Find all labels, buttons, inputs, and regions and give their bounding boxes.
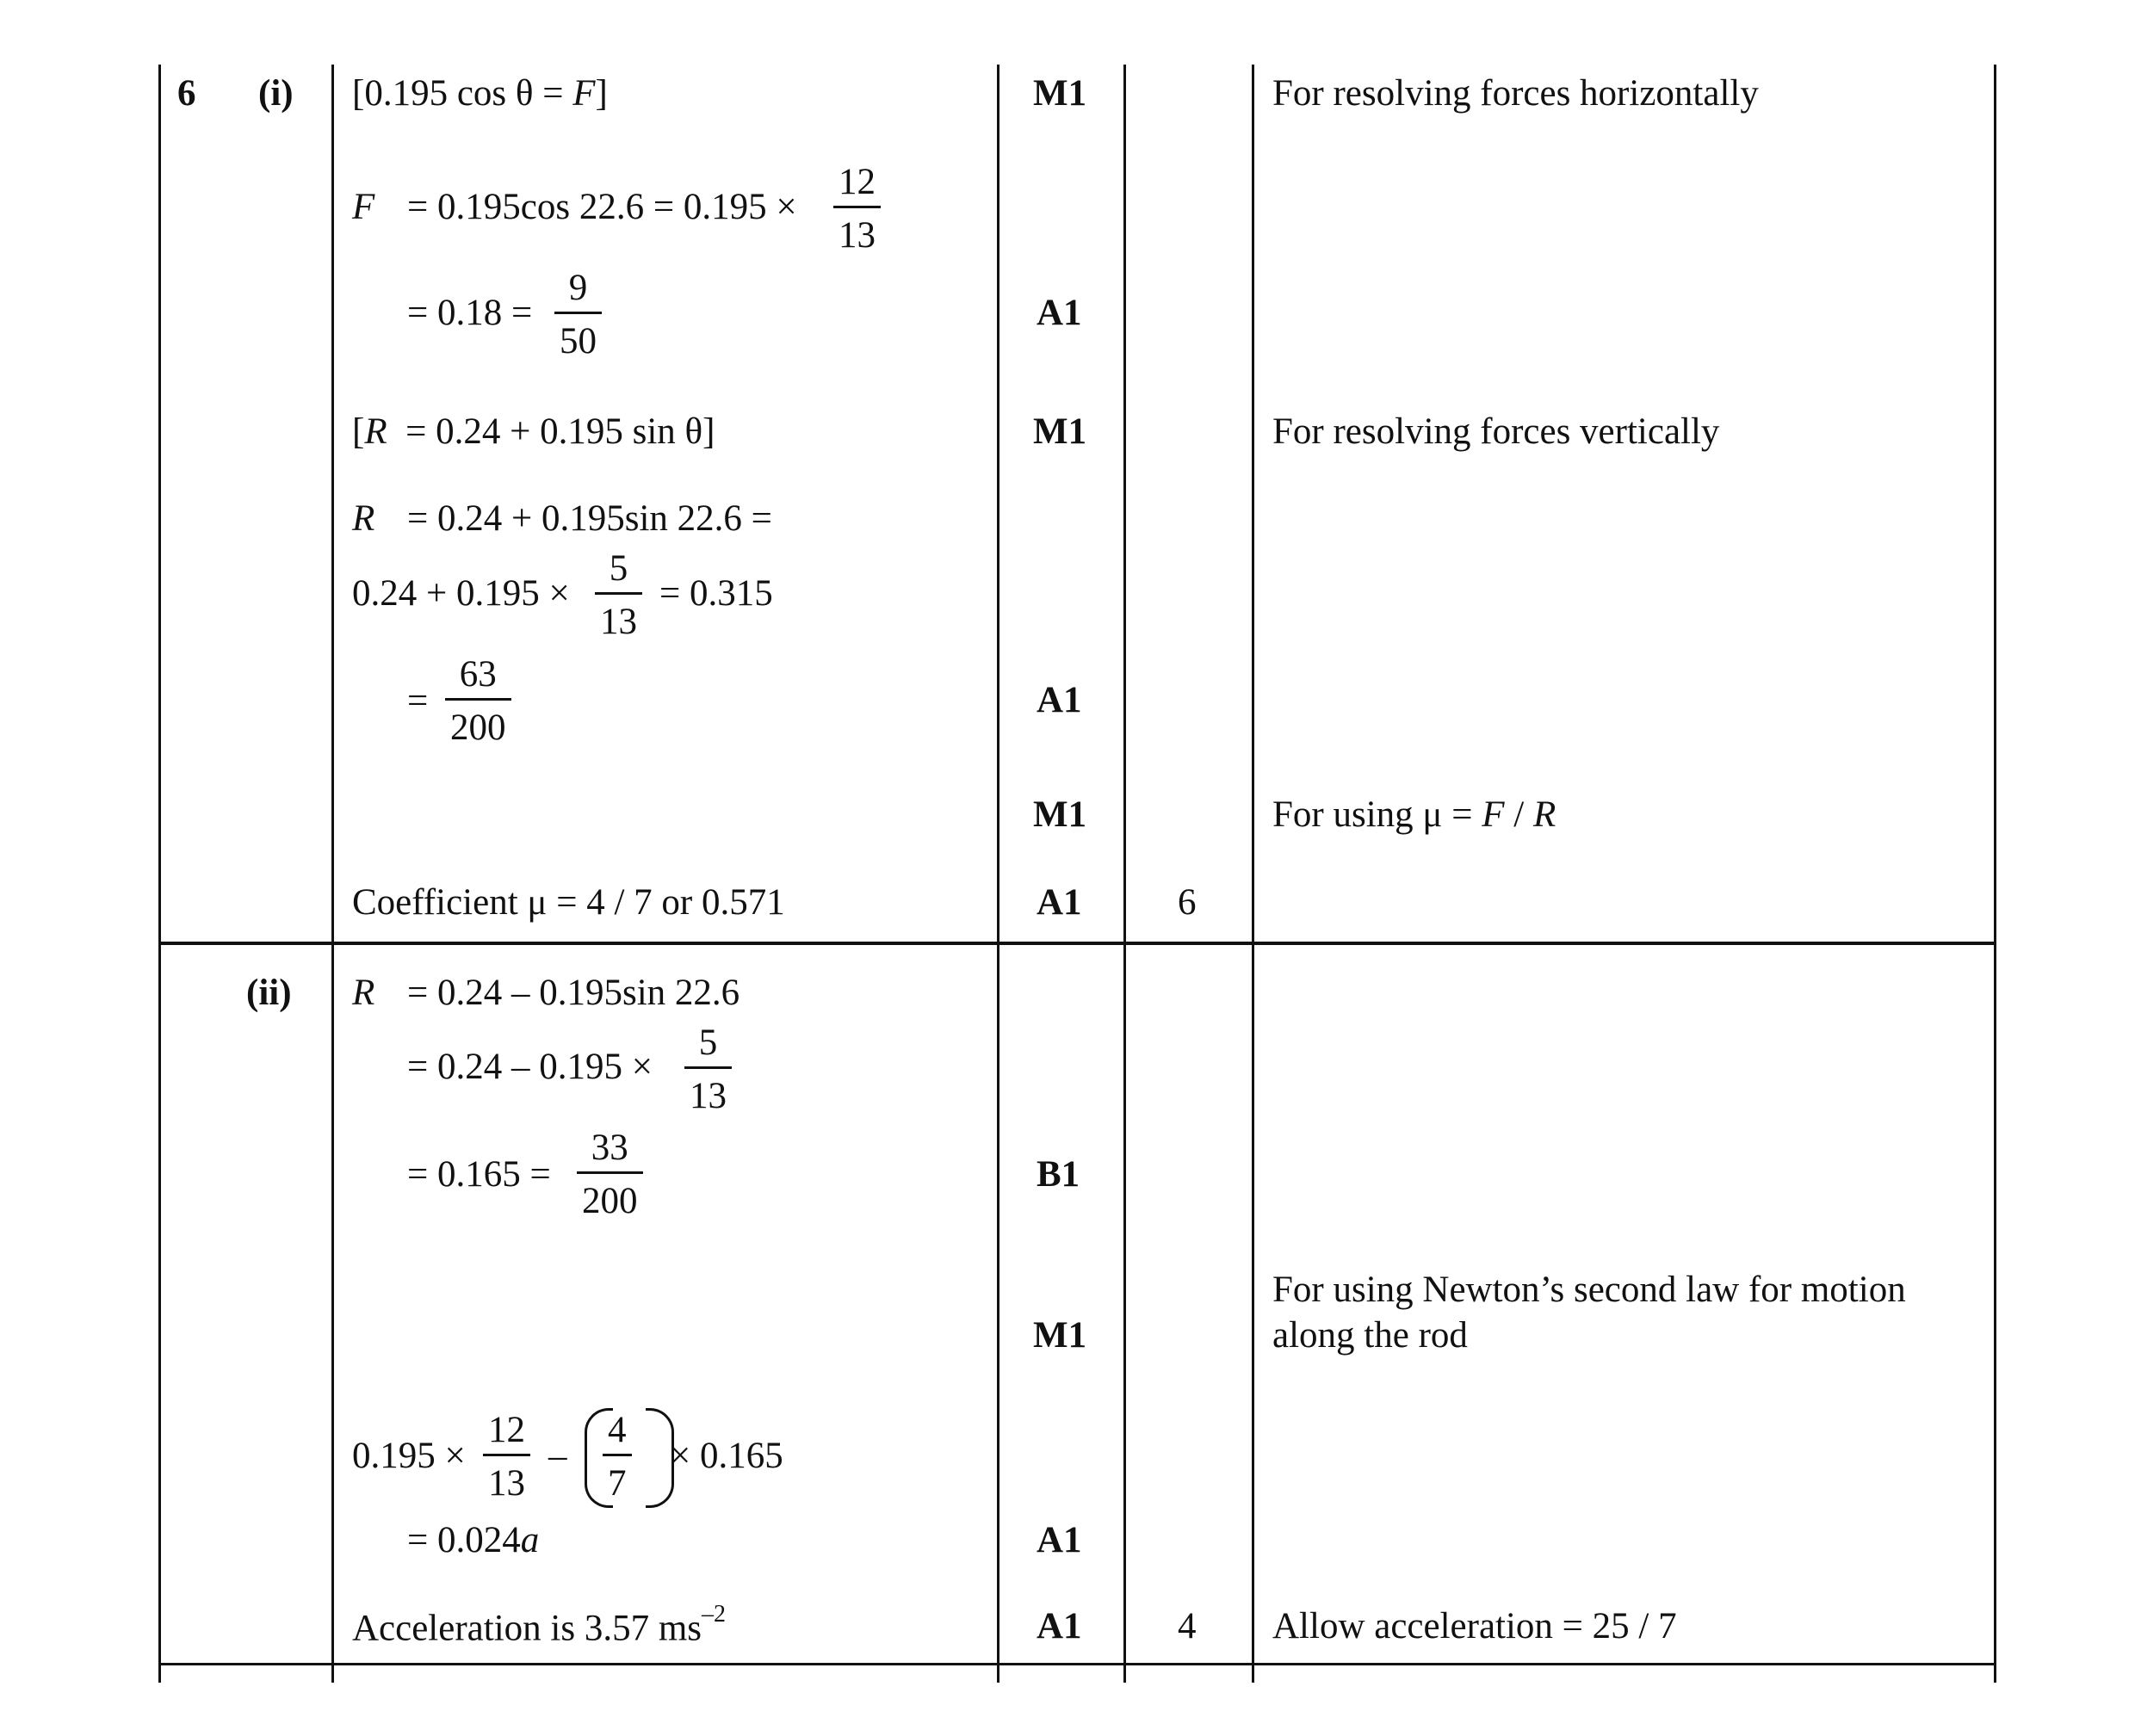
question-number: 6	[177, 73, 196, 114]
divider-mark-col	[1123, 65, 1126, 1683]
working-i-line-1: [0.195 cos θ = F]	[352, 73, 608, 114]
fraction-12-13-a: $\frac{12}{13}$	[833, 164, 881, 254]
border-right	[1994, 65, 1996, 1683]
divider-answer-col	[997, 65, 999, 1683]
working-i-conclusion: Coefficient μ = 4 / 7 or 0.571	[352, 882, 785, 923]
working-ii-line-4b: × 0.165	[670, 1436, 783, 1476]
working-ii-line-2: = 0.24 – 0.195 ×	[407, 1047, 653, 1087]
total-i: 6	[1178, 882, 1197, 923]
working-i-line-2: = 0.195cos 22.6 = 0.195 ×	[407, 187, 797, 227]
fraction-4-7: $\frac{4}{7}$	[603, 1412, 632, 1502]
working-i-line-6a: 0.24 + 0.195 ×	[352, 573, 570, 614]
mark-ii-3: A1	[1037, 1520, 1082, 1560]
working-ii-conclusion: Acceleration is 3.57 $ms^{-2}$	[352, 1601, 727, 1649]
row-separator	[158, 942, 1996, 945]
working-i-line-7-eq: =	[407, 681, 429, 721]
mark-ii-1: B1	[1037, 1154, 1080, 1195]
mark-i-5: M1	[1033, 794, 1087, 835]
mark-i-3: M1	[1033, 411, 1087, 452]
part-label-ii: (ii)	[246, 973, 292, 1013]
divider-total-col	[1252, 65, 1254, 1683]
fraction-5-13-a: $\frac{5}{13}$	[595, 550, 642, 640]
fraction-5-13-b: $\frac{5}{13}$	[684, 1024, 732, 1115]
working-i-line-6b: = 0.315	[659, 573, 773, 614]
fraction-63-200: $\frac{63}{200}$	[445, 656, 511, 746]
part-label-i: (i)	[258, 73, 294, 114]
guidance-i-2: For resolving forces vertically	[1272, 411, 1720, 452]
mark-ii-2: M1	[1033, 1315, 1087, 1356]
working-i-var-r: R	[352, 498, 375, 539]
working-i-line-3: = 0.18 =	[407, 293, 533, 333]
mark-i-1: M1	[1033, 73, 1087, 114]
working-ii-line-4a: 0.195 ×	[352, 1436, 466, 1476]
working-ii-line-5: = 0.024a	[407, 1520, 540, 1560]
total-ii: 4	[1178, 1606, 1197, 1646]
working-ii-minus: –	[548, 1436, 567, 1476]
fraction-9-50: $\frac{9}{50}$	[554, 269, 602, 360]
guidance-i-3: For using μ = F / R	[1272, 794, 1556, 835]
divider-part-col	[331, 65, 334, 1683]
guidance-ii-1a: For using Newton’s second law for motion	[1272, 1270, 1906, 1310]
fraction-12-13-b: $\frac{12}{13}$	[483, 1412, 530, 1502]
guidance-i-1: For resolving forces horizontally	[1272, 73, 1759, 114]
guidance-ii-2: Allow acceleration = 25 / 7	[1272, 1606, 1677, 1646]
mark-i-2: A1	[1037, 293, 1082, 333]
working-i-line-4: [R = 0.24 + 0.195 sin θ]	[352, 411, 715, 452]
working-ii-line-3: = 0.165 =	[407, 1154, 551, 1195]
working-ii-var-r: R	[352, 973, 375, 1013]
working-ii-line-1: = 0.24 – 0.195sin 22.6	[407, 973, 740, 1013]
fraction-33-200: $\frac{33}{200}$	[577, 1129, 643, 1220]
guidance-ii-1b: along the rod	[1272, 1315, 1468, 1356]
mark-i-6: A1	[1037, 882, 1082, 923]
working-i-line-5: = 0.24 + 0.195sin 22.6 =	[407, 498, 772, 539]
border-left	[158, 65, 161, 1683]
bottom-rule	[158, 1663, 1996, 1665]
working-i-var-f: F	[352, 187, 375, 227]
mark-ii-4: A1	[1037, 1606, 1082, 1646]
mark-i-4: A1	[1037, 680, 1082, 720]
